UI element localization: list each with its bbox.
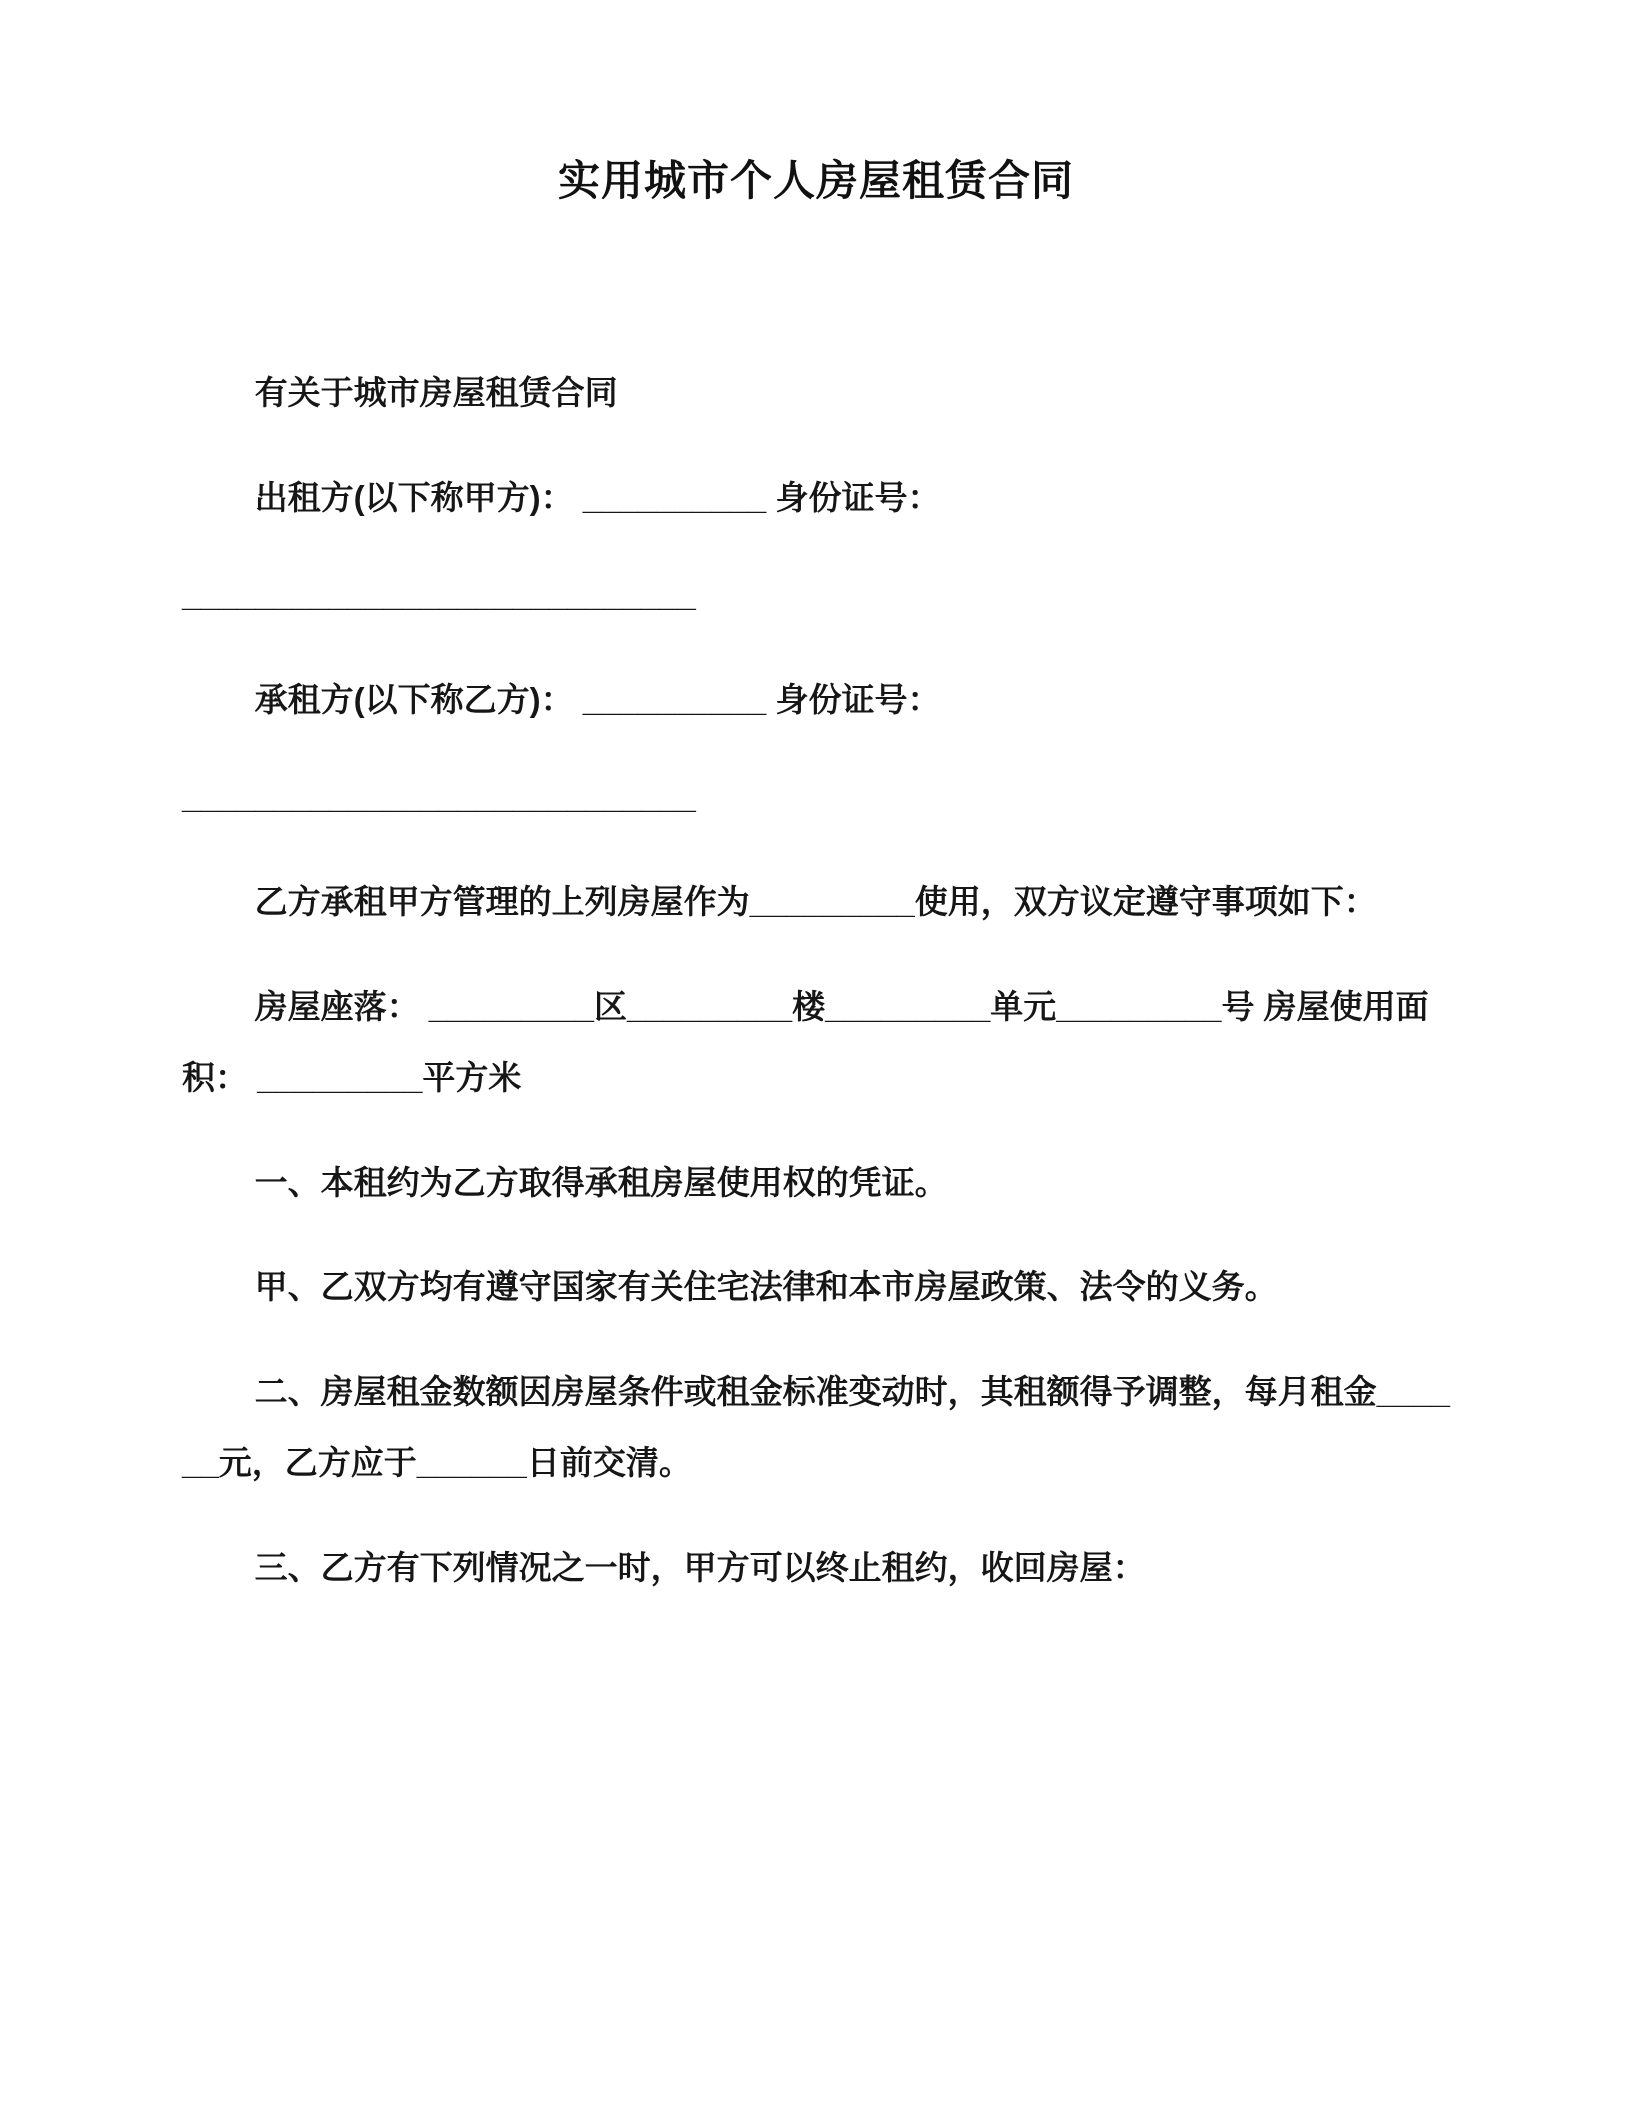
paragraph-obligation: 甲、乙双方均有遵守国家有关住宅法律和本市房屋政策、法令的义务。 — [254, 1268, 1278, 1306]
document-title: 实用城市个人房屋租赁合同 — [557, 157, 1074, 204]
paragraph-clause-2: 二、房屋租金数额因房屋条件或租金标准变动时，其租额得予调整，每月租金______元，乙方应于______日前交清。 — [182, 1373, 1451, 1482]
paragraph-clause-1: 一、本租约为乙方取得承租房屋使用权的凭证。 — [254, 1163, 948, 1201]
document-body — [182, 358, 1450, 1604]
paragraph-lessor: 出租方(以下称甲方)： __________ 身份证号： — [254, 478, 941, 516]
paragraph-intro: 有关于城市房屋租赁合同 — [254, 374, 618, 411]
paragraph-location: 房屋座落： _________区_________楼_________单元_________号 房屋使用面积： _________平方米 — [182, 987, 1429, 1096]
paragraph-clause-3: 三、乙方有下列情况之一时，甲方可以终止租约，收回房屋： — [254, 1549, 1146, 1587]
paragraph-purpose: 乙方承租甲方管理的上列房屋作为_________使用，双方议定遵守事项如下： — [254, 882, 1377, 920]
paragraph-lessee: 承租方(以下称乙方)： __________ 身份证号： — [254, 680, 941, 718]
paragraph-lessor-id-blank: ____________________________ — [182, 575, 696, 613]
paragraph-lessee-id-blank: ____________________________ — [182, 777, 696, 815]
